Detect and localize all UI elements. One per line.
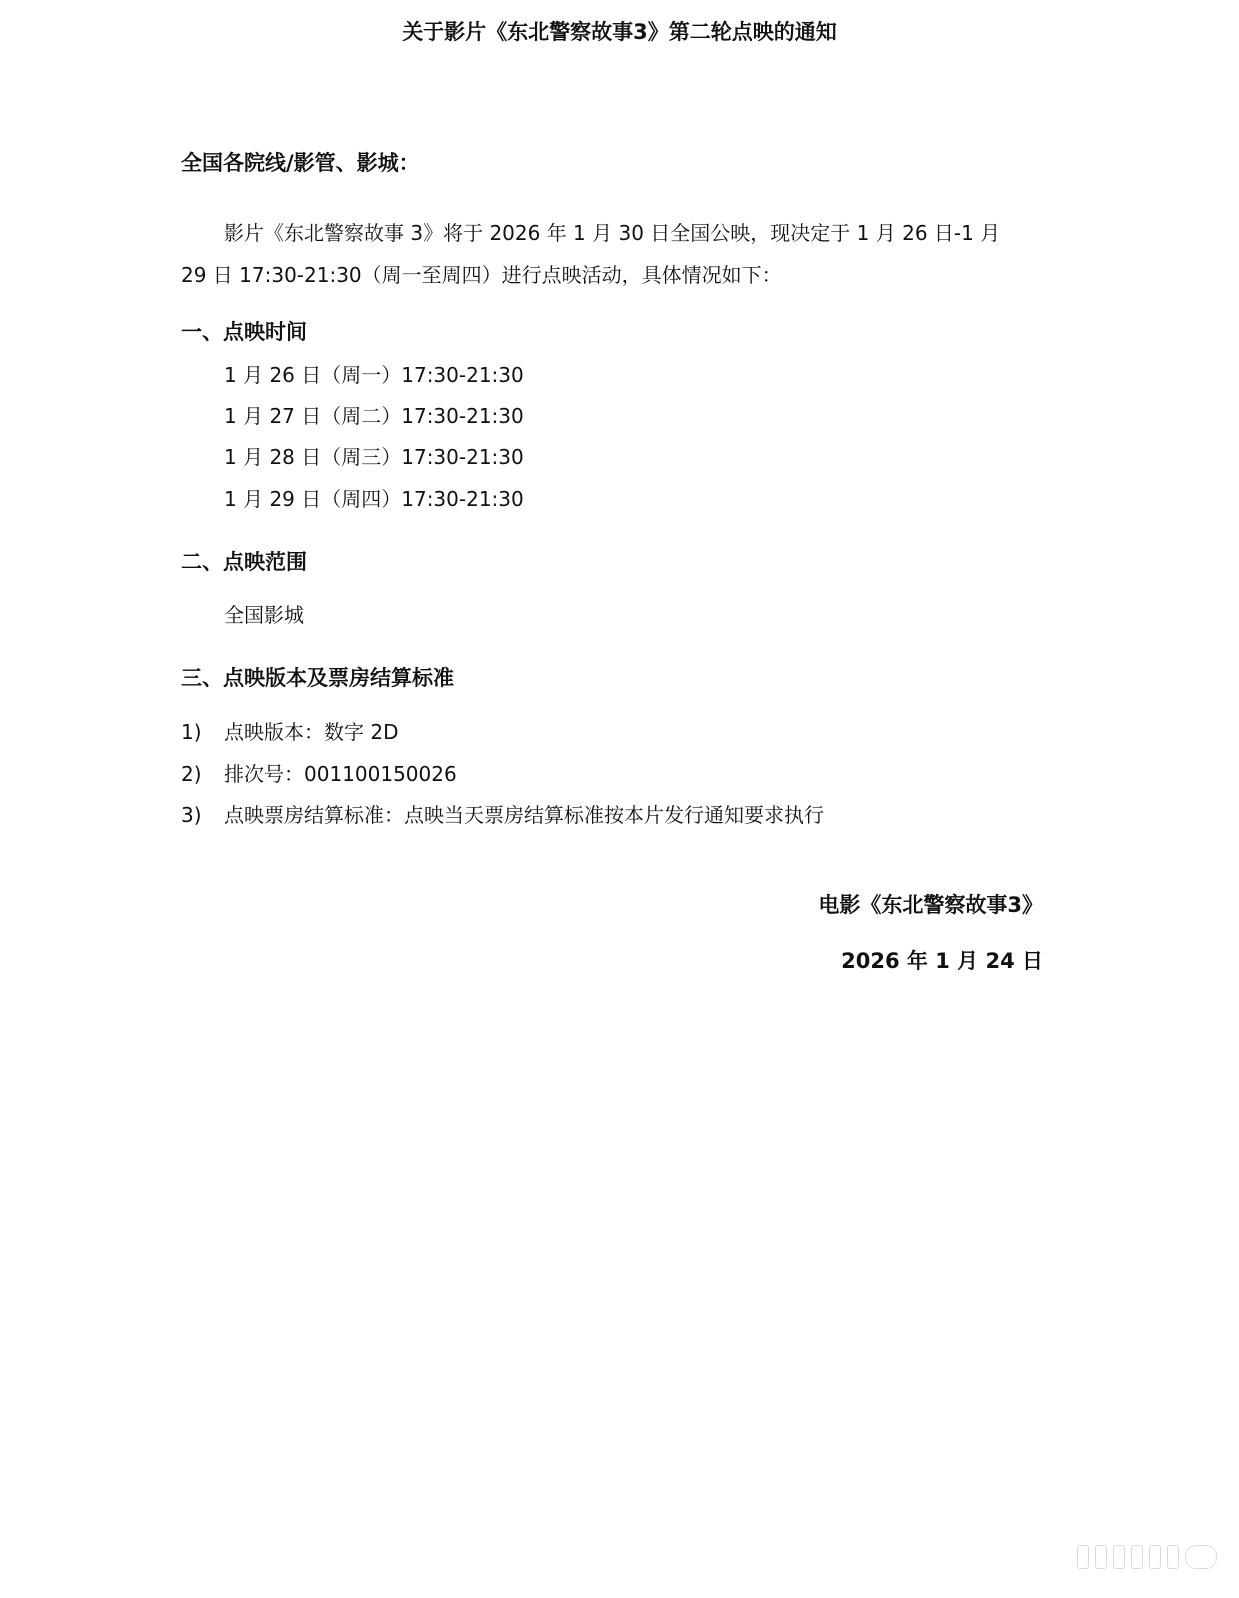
schedule-item: 1 月 27 日（周二）17:30-21:30 — [224, 404, 524, 428]
schedule-item: 1 月 26 日（周一）17:30-21:30 — [224, 363, 524, 387]
signature-date: 2026 年 1 月 24 日 — [841, 949, 1043, 973]
intro-line-1: 影片《东北警察故事 3》将于 2026 年 1 月 30 日全国公映，现决定于 1 月 26 日-1 月 — [224, 221, 1001, 245]
version-item — [181, 801, 824, 829]
version-item — [181, 718, 398, 746]
section-heading-time: 一、点映时间 — [181, 320, 307, 344]
watermark-icon — [1017, 1542, 1217, 1572]
salutation: 全国各院线/影管、影城： — [181, 151, 420, 175]
item-text: 排次号：001100150026 — [224, 762, 457, 786]
signature-org: 电影《东北警察故事3》 — [818, 893, 1043, 917]
intro-line-2: 29 日 17:30-21:30（周一至周四）进行点映活动，具体情况如下： — [181, 263, 782, 287]
section-heading-scope: 二、点映范围 — [181, 550, 307, 574]
schedule-item: 1 月 29 日（周四）17:30-21:30 — [224, 487, 524, 511]
item-text: 点映版本：数字 2D — [224, 720, 399, 744]
intro-paragraph — [181, 212, 1047, 296]
item-number: 3) — [181, 803, 202, 827]
document-title: 关于影片《东北警察故事3》第二轮点映的通知 — [402, 20, 837, 44]
item-text: 点映票房结算标准：点映当天票房结算标准按本片发行通知要求执行 — [224, 803, 824, 827]
schedule-item: 1 月 28 日（周三）17:30-21:30 — [224, 445, 524, 469]
section-heading-version: 三、点映版本及票房结算标准 — [181, 666, 454, 690]
item-number: 1) — [181, 720, 202, 744]
item-number: 2) — [181, 762, 202, 786]
version-item — [181, 760, 457, 788]
scope-text: 全国影城 — [224, 603, 304, 627]
